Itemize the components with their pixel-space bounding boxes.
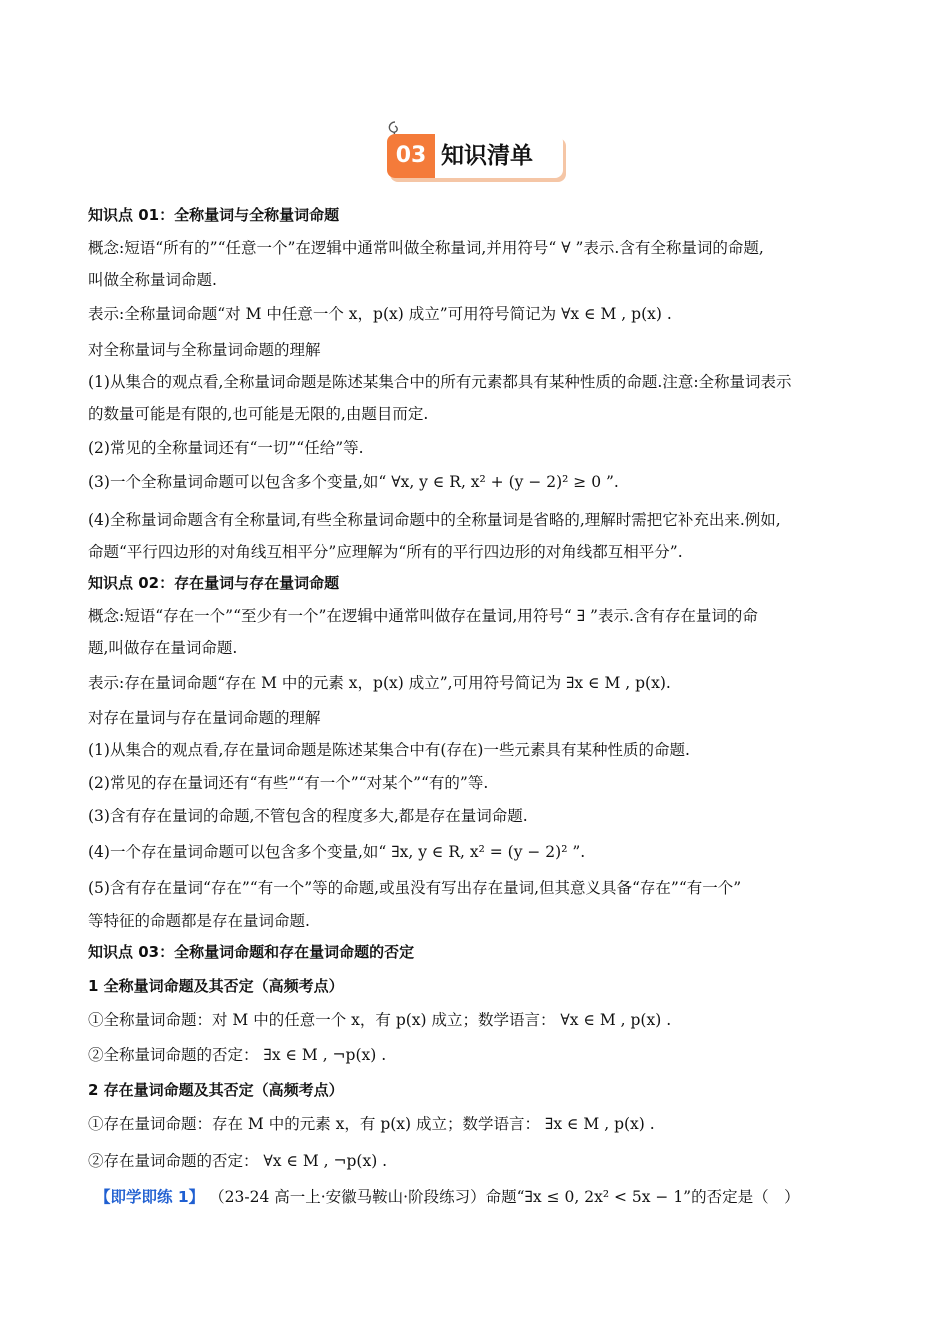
text-line: ①存在量词命题：存在 M 中的元素 x，有 p(x) 成立；数学语言： ∃x ∈ M , p(x) . [88,1115,655,1133]
heading-kp03: 知识点 03：全称量词命题和存在量词命题的否定 [88,943,415,961]
text-line: (3)一个全称量词命题可以包含多个变量,如“ ∀x, y ∈ R, x² + (y − 2)² ≥ 0 ”. [88,473,619,491]
text-line: ②全称量词命题的否定： ∃x ∈ M , ¬p(x) . [88,1046,387,1064]
text-line: 概念:短语“存在一个”“至少有一个”在逻辑中通常叫做存在量词,用符号“ ∃ ”表示.含有存在量词的命 [88,607,758,625]
text-line: 概念:短语“所有的”“任意一个”在逻辑中通常叫做全称量词,并用符号“ ∀ ”表示.含有全称量词的命题, [88,239,764,257]
text-line: (1)从集合的观点看,全称量词命题是陈述某集合中的所有元素都具有某种性质的命题.注意:全称量词表示 [88,373,792,391]
text-line: (2)常见的全称量词还有“一切”“任给”等. [88,439,364,457]
subheading: 2 存在量词命题及其否定（高频考点） [88,1081,344,1099]
text-line: (4)全称量词命题含有全称量词,有些全称量词命题中的全称量词是省略的,理解时需把它补充出来.例如, [88,511,781,529]
text-line: 题,叫做存在量词命题. [88,639,238,657]
exercise-text: （23-24 高一上·安徽马鞍山·阶段练习）命题“∃x ≤ 0, 2x² < 5x − 1”的否定是（ ） [209,1188,800,1206]
heading-kp01: 知识点 01：全称量词与全称量词命题 [88,206,340,224]
text-line: ①全称量词命题：对 M 中的任意一个 x，有 p(x) 成立；数学语言： ∀x ∈ M , p(x) . [88,1011,672,1029]
text-line: (4)一个存在量词命题可以包含多个变量,如“ ∃x, y ∈ R, x² = (y − 2)² ”. [88,843,586,861]
text-line: 命题“平行四边形的对角线互相平分”应理解为“所有的平行四边形的对角线都互相平分”. [88,543,683,561]
text-line: 对存在量词与存在量词命题的理解 [88,709,321,727]
text-line: (5)含有存在量词“存在”“有一个”等的命题,或虽没有写出存在量词,但其意义具备“存在”“有一个” [88,879,742,897]
text-line: ②存在量词命题的否定： ∀x ∈ M , ¬p(x) . [88,1152,388,1170]
text-line: (2)常见的存在量词还有“有些”“有一个”“对某个”“有的”等. [88,774,489,792]
text-line: 叫做全称量词命题. [88,271,217,289]
text-line: 表示:存在量词命题“存在 M 中的元素 x，p(x) 成立”,可用符号简记为 ∃x ∈ M , p(x). [88,674,671,692]
text-line: 表示:全称量词命题“对 M 中任意一个 x，p(x) 成立”可用符号简记为 ∀x ∈ M , p(x) . [88,305,672,323]
text-line: (3)含有存在量词的命题,不管包含的程度多大,都是存在量词命题. [88,807,528,825]
exercise-tag: 【即学即练 1】 [95,1188,205,1206]
text-line: (1)从集合的观点看,存在量词命题是陈述某集合中有(存在)一些元素具有某种性质的命题. [88,741,690,759]
text-line: 等特征的命题都是存在量词命题. [88,912,310,930]
text-line: 对全称量词与全称量词命题的理解 [88,341,321,359]
exercise-line [95,1185,800,1207]
badge-title: 知识清单 [441,143,533,169]
badge-number: 03 [387,134,435,178]
text-line: 的数量可能是有限的,也可能是无限的,由题目而定. [88,405,429,423]
section-badge [383,120,568,184]
heading-kp02: 知识点 02：存在量词与存在量词命题 [88,574,340,592]
subheading: 1 全称量词命题及其否定（高频考点） [88,977,344,995]
